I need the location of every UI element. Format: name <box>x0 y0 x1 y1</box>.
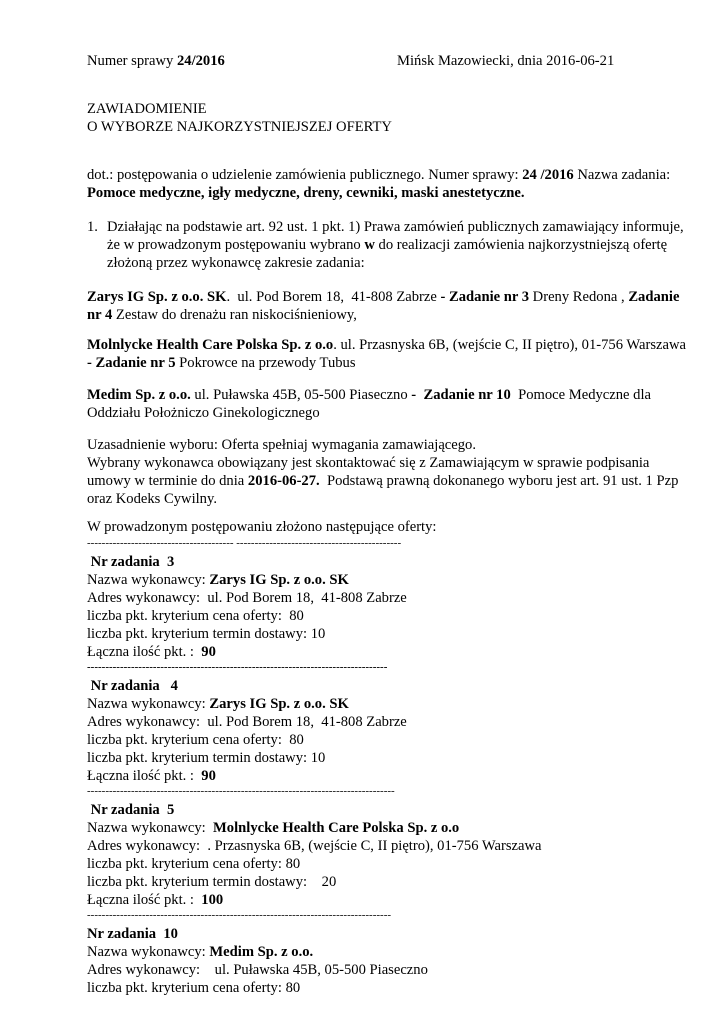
offer-task-10-price-value: 80 <box>285 980 301 996</box>
offer-task-3-address-value: ul. Pod Borem 18, 41-808 Zabrze <box>207 590 407 606</box>
offer-task-5-price <box>87 855 457 873</box>
winner-medim-name: Medim Sp. z o.o. <box>87 387 191 403</box>
winner-zarys-line-2 <box>87 306 687 324</box>
point1-line-3: złożoną przez wykonawcę zakresie zadania: <box>107 255 365 271</box>
offers-intro: W prowadzonym postępowaniu złożono następujące oferty: <box>87 519 437 535</box>
subject-paragraph <box>87 166 687 202</box>
offer-task-5-label: Nr zadania 5 <box>90 802 175 818</box>
winner-zarys-task: - Zadanie nr 3 <box>440 289 530 305</box>
offer-task-3-contractor <box>87 571 457 589</box>
offer-task-5-delivery-value: 20 <box>310 874 337 890</box>
offer-task-10-address-value: ul. Puławska 45B, 05-500 Piaseczno <box>214 962 428 978</box>
offer-task-3-delivery <box>87 625 457 643</box>
offer-task-10-header <box>87 925 457 943</box>
winner-medim-address: ul. Puławska 45B, 05-500 Piaseczno <box>190 387 412 403</box>
total-points-label: Łączna ilość pkt. : <box>87 892 202 908</box>
total-points-label: Łączna ilość pkt. : <box>87 768 202 784</box>
case-number-value: 24/2016 <box>176 53 225 69</box>
subject-task-name: Pomoce medyczne, igły medyczne, dreny, cewniki, maski anestetyczne. <box>87 185 525 201</box>
delivery-points-label: liczba pkt. kryterium termin dostawy: <box>87 874 311 890</box>
justification-line-3 <box>87 472 687 490</box>
winner-zarys-desc2: Zestaw do drenażu ran niskociśnieniowy, <box>112 307 357 323</box>
point1-line-1: Działając na podstawie art. 92 ust. 1 pkt. 1) Prawa zamówień publicznych zamawiający informuje, <box>107 219 684 235</box>
delivery-points-label: liczba pkt. kryterium termin dostawy: <box>87 626 311 642</box>
offer-task-3-label: Nr zadania 3 <box>90 554 175 570</box>
contractor-address-label: Adres wykonawcy: <box>87 838 208 854</box>
subject-case-number: 24 /2016 <box>522 167 574 183</box>
offer-task-5-header <box>87 801 457 819</box>
offer-task-3-header <box>87 553 457 571</box>
point1-line-2c: do realizacji zamówienia najkorzystniejszą ofertę <box>374 237 668 253</box>
document-title-line-1: ZAWIADOMIENIE <box>87 101 207 117</box>
winner-medim <box>87 386 687 422</box>
offer-task-5-total <box>87 891 457 909</box>
winner-molnlycke-desc: Pokrowce na przewody Tubus <box>175 355 356 371</box>
point-number: 1. <box>87 219 98 235</box>
winner-zarys-name: Zarys IG Sp. z o.o. SK <box>87 289 227 305</box>
offer-task-10-contractor-name: Medim Sp. z o.o. <box>209 944 314 960</box>
offer-task-5-contractor-name: Molnlycke Health Care Polska Sp. z o.o <box>213 820 460 836</box>
contractor-address-label: Adres wykonawcy: <box>87 962 215 978</box>
contractor-address-label: Adres wykonawcy: <box>87 714 208 730</box>
winner-molnlycke-address: . ul. Przasnyska 6B, (wejście C, II piętro), 01-756 Warszawa <box>333 337 686 353</box>
offer-task-4-contractor-name: Zarys IG Sp. z o.o. SK <box>209 696 349 712</box>
justification-line-2: Wybrany wykonawca obowiązany jest skontaktować się z Zamawiającym w sprawie podpisania <box>87 455 650 471</box>
contractor-name-label: Nazwa wykonawcy: <box>87 696 210 712</box>
point1-paragraph <box>107 218 707 272</box>
offer-task-3-price-value: 80 <box>285 608 304 624</box>
justification-line-3a: umowy w terminie do dnia <box>87 473 248 489</box>
offer-task-5-delivery <box>87 873 457 891</box>
separator-line: ---------------------------------------- --------------------------------------------- <box>87 537 402 549</box>
separator-line: ----------------------------------------------------------------------------------- <box>87 909 392 921</box>
price-points-label: liczba pkt. kryterium cena oferty: <box>87 608 286 624</box>
offer-task-5-address-value: . Przasnyska 6B, (wejście C, II piętro), 01-756 Warszawa <box>207 838 542 854</box>
contractor-name-label: Nazwa wykonawcy: <box>87 820 214 836</box>
point1-line-2a: że w prowadzonym postępowaniu wybrano <box>107 237 365 253</box>
subject-text-1: dot.: postępowania o udzielenie zamówienia publicznego. Numer sprawy: <box>87 167 523 183</box>
justification-line-1: Uzasadnienie wyboru: Oferta spełniaj wymagania zamawiającego. <box>87 437 477 453</box>
offers-list <box>87 537 542 997</box>
offer-task-4-price-value: 80 <box>285 732 304 748</box>
point1-line-2 <box>107 236 707 254</box>
offer-task-5-total-value: 100 <box>201 892 224 908</box>
subject-text-2: Nazwa zadania: <box>573 167 671 183</box>
winner-medim-desc: Pomoce Medyczne dla <box>510 387 651 403</box>
justification-deadline: 2016-06-27. <box>247 473 320 489</box>
offer-task-3-total <box>87 643 457 661</box>
offer-task-4-header <box>87 677 457 695</box>
justification-paragraph <box>87 436 687 508</box>
offer-task-4-address-value: ul. Pod Borem 18, 41-808 Zabrze <box>207 714 407 730</box>
case-number-label: Numer sprawy <box>87 53 177 69</box>
winner-zarys-line-1 <box>87 288 687 306</box>
winner-medim-desc2: Oddziału Położniczo Ginekologicznego <box>87 405 320 421</box>
offer-task-5-price-value: 80 <box>285 856 301 872</box>
winner-molnlycke-line-2 <box>87 354 687 372</box>
offer-task-3-total-value: 90 <box>201 644 216 660</box>
winner-molnlycke-name: Molnlycke Health Care Polska Sp. z o.o <box>87 337 334 353</box>
separator-line: ------------------------------------------------------------------------------------ <box>87 785 395 797</box>
separator-line-bold: ---------------------------------------------------------------------------------- <box>87 661 388 673</box>
offer-task-4-price <box>87 731 457 749</box>
winner-zarys-task2a: Zadanie <box>628 289 680 305</box>
offer-task-4-label: Nr zadania 4 <box>90 678 178 694</box>
winner-molnlycke-line-1 <box>87 336 687 354</box>
offer-task-10-address <box>87 961 457 979</box>
case-number-line <box>87 52 225 70</box>
place-date-text: Mińsk Mazowiecki, dnia 2016-06-21 <box>397 53 615 69</box>
justification-line-4: oraz Kodeks Cywilny. <box>87 491 217 507</box>
contractor-address-label: Adres wykonawcy: <box>87 590 208 606</box>
total-points-label: Łączna ilość pkt. : <box>87 644 202 660</box>
subject-line-1 <box>87 166 687 184</box>
offer-task-4-total-value: 90 <box>201 768 216 784</box>
justification-line-3b: Podstawą prawną dokonanego wyboru jest art. 91 ust. 1 Pzp <box>319 473 679 489</box>
delivery-points-label: liczba pkt. kryterium termin dostawy: <box>87 750 311 766</box>
offer-task-10-price <box>87 979 457 997</box>
offer-task-4-total <box>87 767 457 785</box>
offer-task-4-contractor <box>87 695 457 713</box>
offer-task-3-price <box>87 607 457 625</box>
offer-task-4-address <box>87 713 457 731</box>
offer-task-3-contractor-name: Zarys IG Sp. z o.o. SK <box>209 572 349 588</box>
offer-task-3-address <box>87 589 457 607</box>
offer-task-10-label: Nr zadania 10 <box>87 926 178 942</box>
winner-zarys-task2b: nr 4 <box>87 307 113 323</box>
price-points-label: liczba pkt. kryterium cena oferty: <box>87 732 286 748</box>
winner-molnlycke <box>87 336 687 372</box>
point1-line-2b: w <box>364 237 375 253</box>
winner-molnlycke-task: - Zadanie nr 5 <box>87 355 176 371</box>
winner-zarys <box>87 288 687 324</box>
winner-zarys-desc: Dreny Redona , <box>529 289 629 305</box>
offer-task-4-delivery <box>87 749 457 767</box>
contractor-name-label: Nazwa wykonawcy: <box>87 572 210 588</box>
contractor-name-label: Nazwa wykonawcy: <box>87 944 210 960</box>
offer-task-10-contractor <box>87 943 457 961</box>
price-points-label: liczba pkt. kryterium cena oferty: <box>87 980 286 996</box>
winner-zarys-address: . ul. Pod Borem 18, 41-808 Zabrze <box>226 289 441 305</box>
winner-medim-task: - Zadanie nr 10 <box>411 387 511 403</box>
place-date-line <box>397 52 614 70</box>
offer-task-4-delivery-value: 10 <box>310 750 326 766</box>
offer-task-3-delivery-value: 10 <box>310 626 326 642</box>
offer-task-5-contractor <box>87 819 460 837</box>
winner-medim-line-1 <box>87 386 687 404</box>
offer-task-5-address <box>87 837 542 855</box>
price-points-label: liczba pkt. kryterium cena oferty: <box>87 856 286 872</box>
document-title-line-2: O WYBORZE NAJKORZYSTNIEJSZEJ OFERTY <box>87 119 392 135</box>
